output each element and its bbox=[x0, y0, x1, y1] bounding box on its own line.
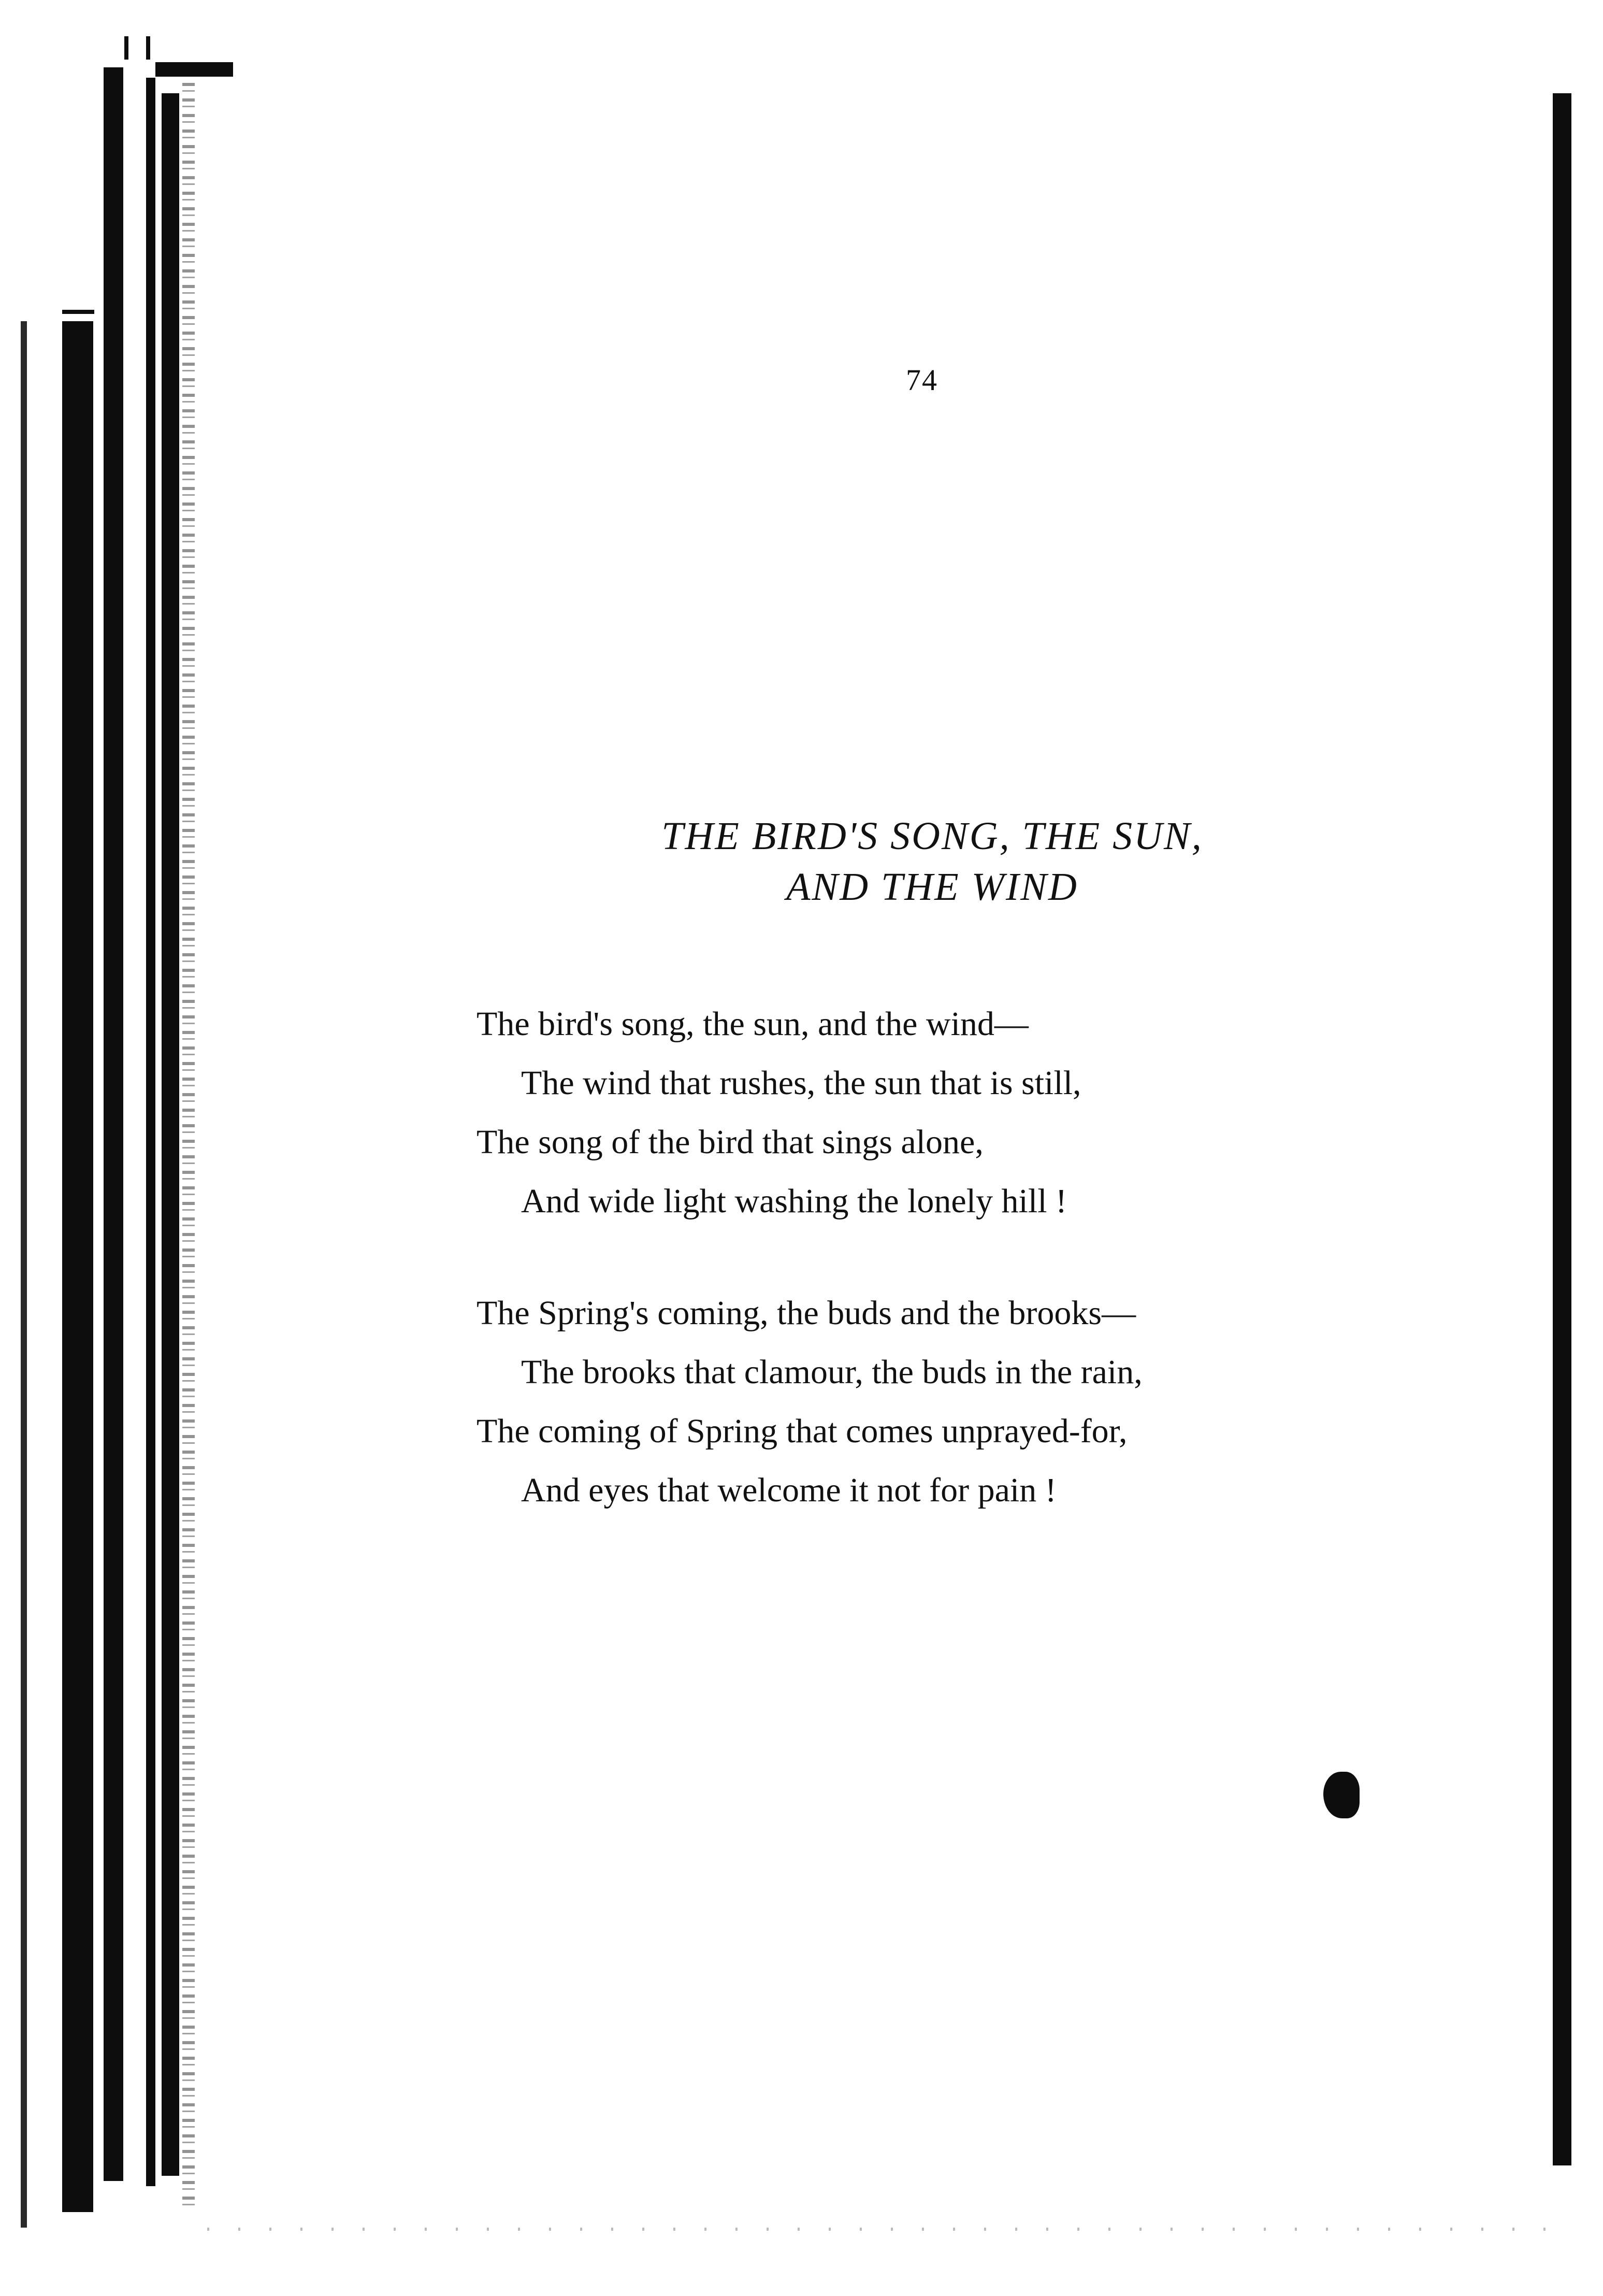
scan-right-edge-shadow bbox=[1553, 93, 1571, 2165]
scan-dust bbox=[207, 2228, 1554, 2231]
poem-stanza bbox=[476, 1284, 1357, 1520]
scan-gutter-shadow bbox=[162, 93, 179, 2176]
poem-title-line: THE BIRD'S SONG, THE SUN, bbox=[661, 814, 1203, 858]
poem-line: The wind that rushes, the sun that is still, bbox=[521, 1064, 1081, 1102]
page-number: 74 bbox=[906, 363, 938, 397]
poem-line: The song of the bird that sings alone, bbox=[476, 1123, 984, 1161]
ink-blot bbox=[1323, 1772, 1360, 1818]
poem-line: The Spring's coming, the buds and the brooks— bbox=[476, 1294, 1136, 1332]
poem-title bbox=[544, 811, 1321, 912]
scan-binding-mark bbox=[124, 36, 128, 60]
scan-binding-mark bbox=[62, 310, 94, 314]
scan-gutter-shadow bbox=[62, 321, 93, 2212]
scan-binding-mark bbox=[155, 62, 233, 77]
scan-gutter-shadow bbox=[21, 321, 27, 2228]
scan-binding-mark bbox=[146, 36, 150, 60]
poem-stanza bbox=[476, 995, 1357, 1231]
poem-line: The brooks that clamour, the buds in the rain, bbox=[521, 1353, 1143, 1391]
poem-line: And eyes that welcome it not for pain ! bbox=[521, 1471, 1057, 1509]
poem-title-line: AND THE WIND bbox=[786, 865, 1078, 909]
poem-line: The coming of Spring that comes unprayed-for, bbox=[476, 1412, 1128, 1450]
scan-gutter-shadow bbox=[104, 67, 123, 2181]
poem-line: The bird's song, the sun, and the wind— bbox=[476, 1005, 1029, 1043]
scan-page-edge bbox=[182, 83, 195, 2207]
poem-line: And wide light washing the lonely hill ! bbox=[521, 1182, 1067, 1220]
scan-gutter-shadow bbox=[146, 78, 155, 2186]
